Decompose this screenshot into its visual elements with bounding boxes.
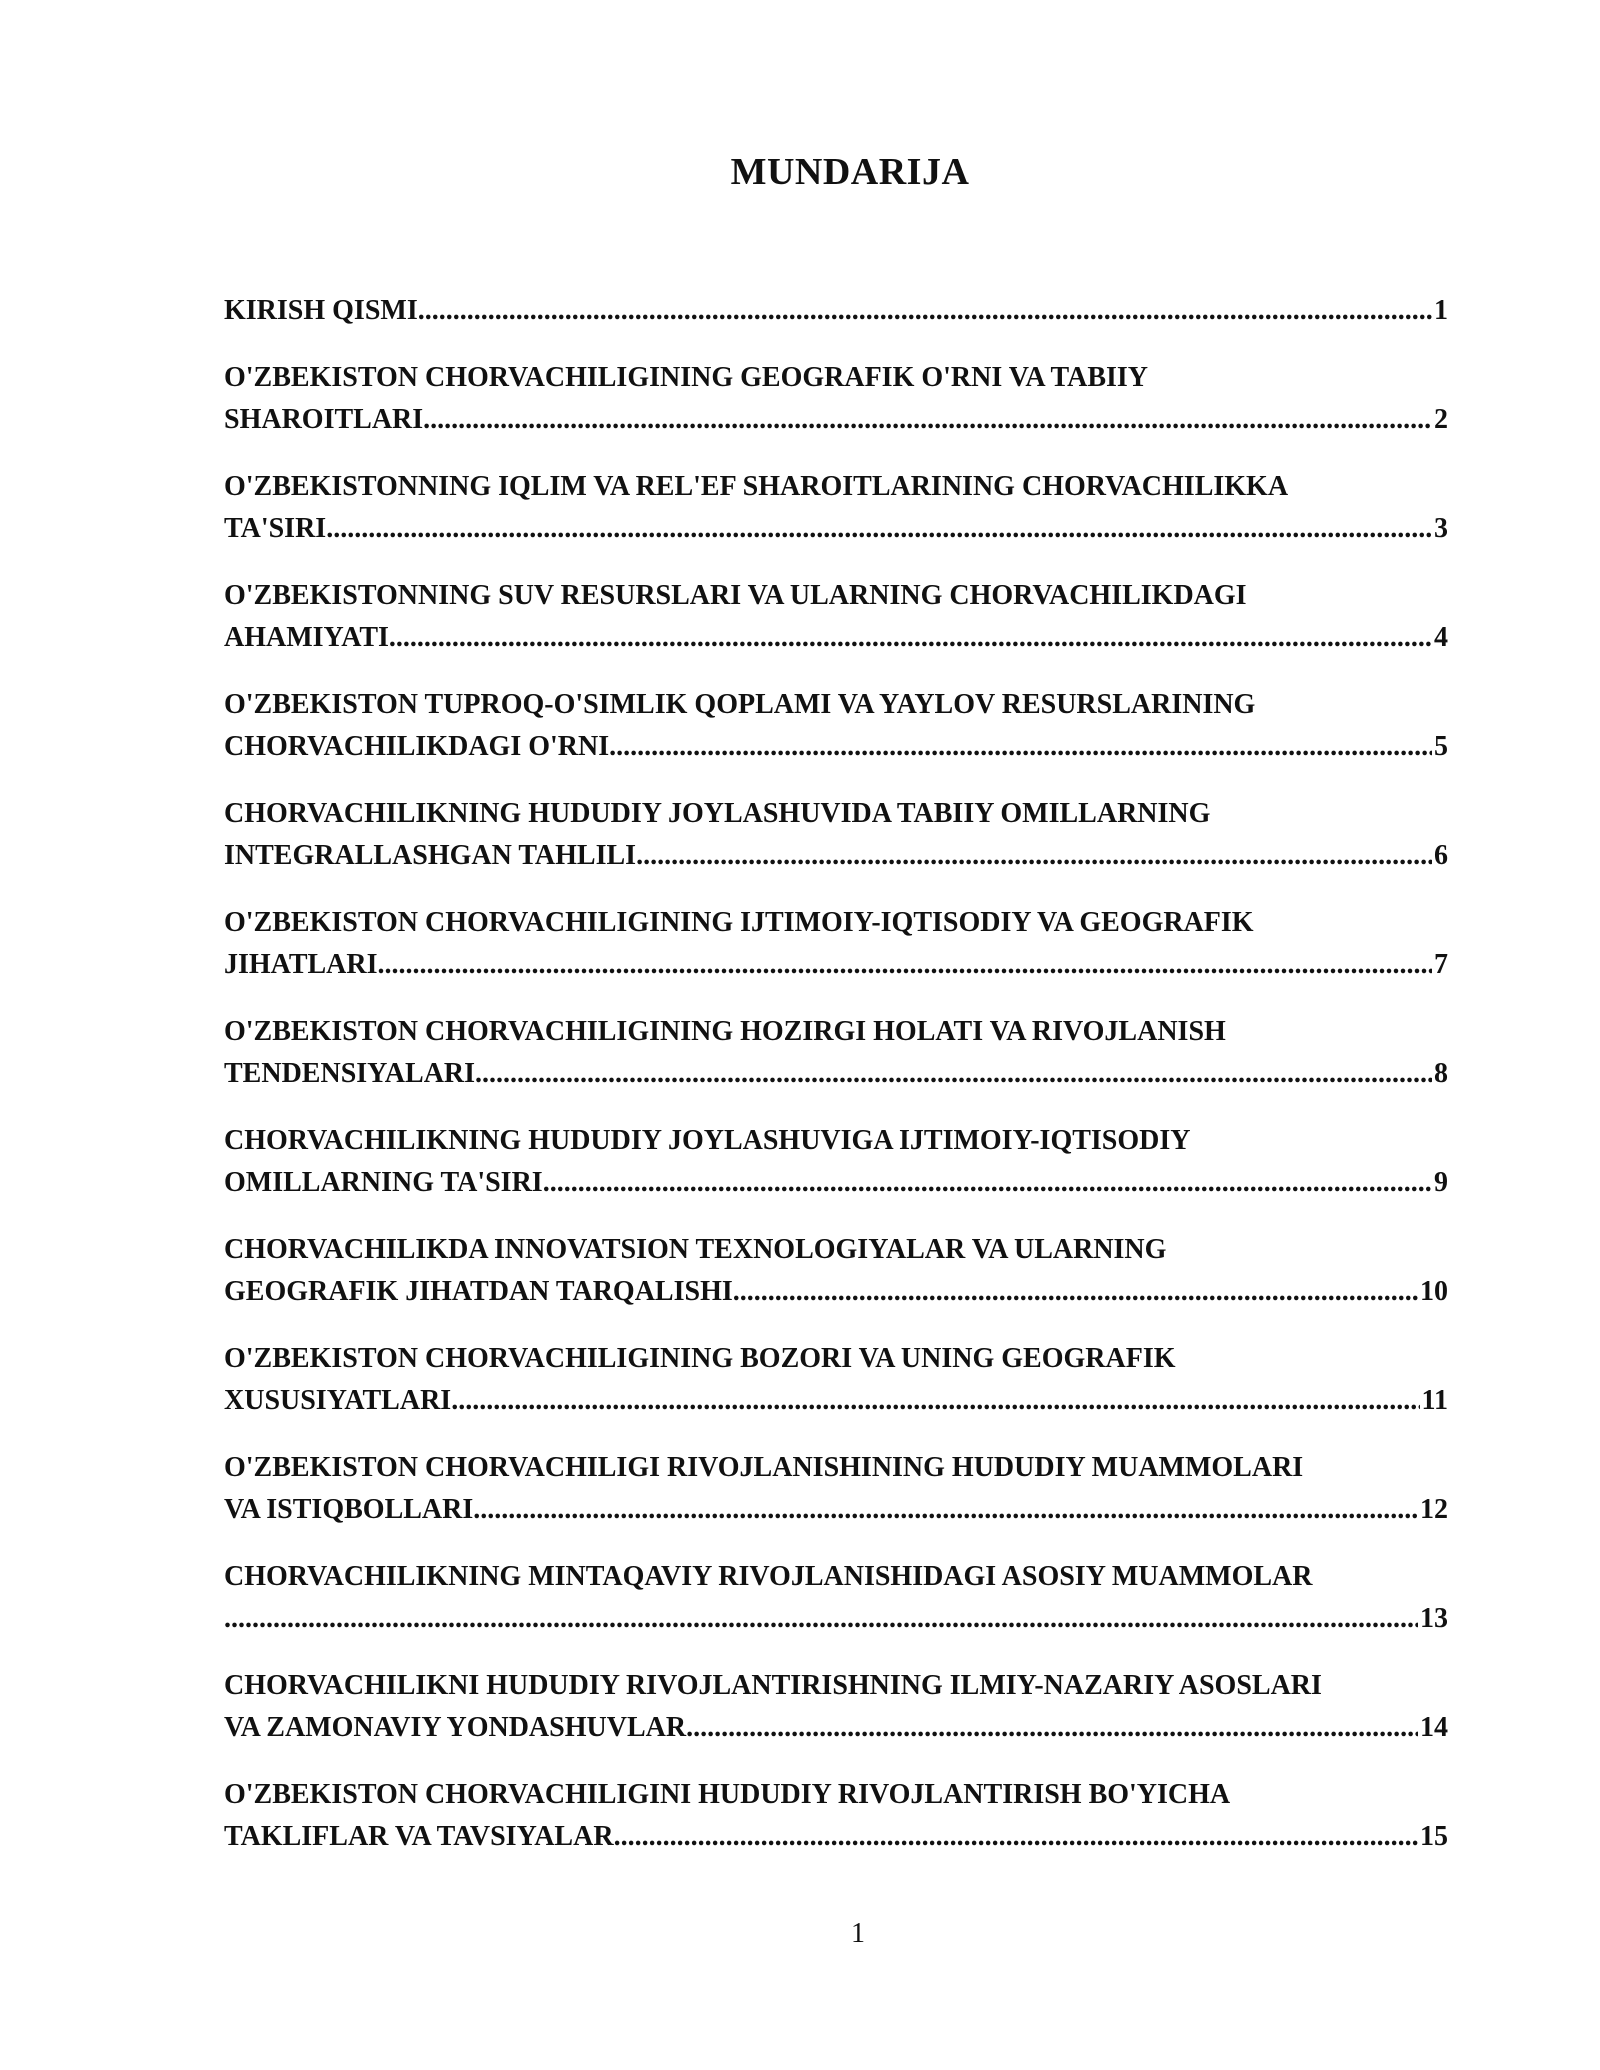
toc-entry[interactable] <box>224 357 1448 441</box>
toc-page-number: 10 <box>1420 1276 1448 1307</box>
dot-leader <box>389 617 1432 659</box>
toc-entry-leader-line <box>224 1489 1448 1531</box>
toc-entry-title-line: CHORVACHILIKNI HUDUDIY RIVOJLANTIRISHNING ILMIY-NAZARIY ASOSLARI <box>224 1670 1322 1701</box>
toc-entry-leader-line <box>224 1816 1448 1858</box>
toc-entry[interactable] <box>224 902 1448 986</box>
toc-entry[interactable] <box>224 466 1448 550</box>
toc-entry-title-end: GEOGRAFIK JIHATDAN TARQALISHI <box>224 1276 733 1307</box>
toc-page-number: 5 <box>1434 731 1448 762</box>
toc-entry-title-end: JIHATLARI <box>224 949 378 980</box>
toc-entry-leader-line <box>224 726 1448 768</box>
dot-leader <box>475 1053 1432 1095</box>
toc-page-number: 3 <box>1434 513 1448 544</box>
toc-entry-title-line: O'ZBEKISTON CHORVACHILIGINING IJTIMOIY-IQTISODIY VA GEOGRAFIK <box>224 907 1254 938</box>
table-of-contents <box>224 290 1448 1883</box>
toc-entry-leader-line <box>224 1380 1448 1422</box>
page-number: 1 <box>851 1918 865 1949</box>
toc-entry[interactable] <box>224 1120 1448 1204</box>
toc-entry-title-end: XUSUSIYATLARI <box>224 1385 452 1416</box>
toc-entry[interactable] <box>224 1665 1448 1749</box>
toc-entry-title-end: VA ISTIQBOLLARI <box>224 1494 474 1525</box>
toc-entry-title-line: O'ZBEKISTON CHORVACHILIGINING GEOGRAFIK O'RNI VA TABIIY <box>224 362 1149 393</box>
document-title: MUNDARIJA <box>730 151 970 193</box>
toc-entry[interactable] <box>224 1774 1448 1858</box>
toc-entry-title-end: TAKLIFLAR VA TAVSIYALAR <box>224 1821 614 1852</box>
toc-entry-title-line: O'ZBEKISTON CHORVACHILIGINI HUDUDIY RIVOJLANTIRISH BO'YICHA <box>224 1779 1231 1810</box>
toc-entry-leader-line <box>224 1053 1448 1095</box>
toc-entry-title-end: CHORVACHILIKDAGI O'RNI <box>224 731 610 762</box>
toc-entry-title-line: CHORVACHILIKNING HUDUDIY JOYLASHUVIDA TABIIY OMILLARNING <box>224 798 1211 829</box>
dot-leader <box>378 944 1432 986</box>
toc-entry[interactable] <box>224 1447 1448 1531</box>
toc-entry-title-end: TENDENSIYALARI <box>224 1058 476 1089</box>
dot-leader <box>609 726 1432 768</box>
toc-entry[interactable] <box>224 575 1448 659</box>
dot-leader <box>473 1489 1418 1531</box>
toc-entry-title-line: CHORVACHILIKNING HUDUDIY JOYLASHUVIGA IJTIMOIY-IQTISODIY <box>224 1125 1191 1156</box>
toc-entry[interactable] <box>224 793 1448 877</box>
toc-page-number: 7 <box>1434 949 1448 980</box>
toc-page-number: 6 <box>1434 840 1448 871</box>
toc-page-number: 9 <box>1434 1167 1448 1198</box>
dot-leader <box>418 290 1432 332</box>
toc-entry[interactable] <box>224 1556 1448 1640</box>
toc-entry-title-end: TA'SIRI <box>224 513 327 544</box>
toc-entry-leader-line <box>224 617 1448 659</box>
toc-entry-leader-line <box>224 1162 1448 1204</box>
toc-entry-leader-line <box>224 508 1448 550</box>
toc-entry-leader-line <box>224 1271 1448 1313</box>
toc-entry-title-line: O'ZBEKISTON TUPROQ-O'SIMLIK QOPLAMI VA YAYLOV RESURSLARINING <box>224 689 1256 720</box>
toc-page-number: 1 <box>1434 295 1448 326</box>
dot-leader <box>614 1816 1418 1858</box>
toc-page-number: 13 <box>1420 1603 1448 1634</box>
dot-leader <box>636 835 1432 877</box>
toc-page-number: 4 <box>1434 622 1448 653</box>
dot-leader <box>451 1380 1419 1422</box>
toc-entry-title-line: O'ZBEKISTON CHORVACHILIGI RIVOJLANISHINING HUDUDIY MUAMMOLARI <box>224 1452 1304 1483</box>
toc-entry-title-end: KIRISH QISMI <box>224 295 418 326</box>
toc-entry-title-line: CHORVACHILIKNING MINTAQAVIY RIVOJLANISHIDAGI ASOSIY MUAMMOLAR <box>224 1561 1313 1592</box>
toc-entry-title-end: OMILLARNING TA'SIRI <box>224 1167 543 1198</box>
toc-entry-title-line: O'ZBEKISTON CHORVACHILIGINING BOZORI VA UNING GEOGRAFIK <box>224 1343 1176 1374</box>
toc-entry-leader-line <box>224 399 1448 441</box>
dot-leader <box>326 508 1432 550</box>
toc-entry-leader-line <box>224 1598 1448 1640</box>
toc-entry-title-line: CHORVACHILIKDA INNOVATSION TEXNOLOGIYALAR VA ULARNING <box>224 1234 1167 1265</box>
toc-entry-title-line: O'ZBEKISTON CHORVACHILIGINING HOZIRGI HOLATI VA RIVOJLANISH <box>224 1016 1226 1047</box>
toc-entry[interactable] <box>224 684 1448 768</box>
toc-entry[interactable] <box>224 290 1448 332</box>
toc-entry-title-line: O'ZBEKISTONNING IQLIM VA REL'EF SHAROITLARINING CHORVACHILIKKA <box>224 471 1289 502</box>
toc-entry-leader-line <box>224 290 1448 332</box>
toc-page-number: 12 <box>1420 1494 1448 1525</box>
toc-entry[interactable] <box>224 1338 1448 1422</box>
toc-page-number: 15 <box>1420 1821 1448 1852</box>
toc-entry-title-end: INTEGRALLASHGAN TAHLILI <box>224 840 637 871</box>
toc-page-number: 8 <box>1434 1058 1448 1089</box>
dot-leader <box>686 1707 1418 1749</box>
toc-entry-title-end: VA ZAMONAVIY YONDASHUVLAR <box>224 1712 687 1743</box>
dot-leader <box>733 1271 1418 1313</box>
toc-entry-leader-line <box>224 1707 1448 1749</box>
dot-leader <box>423 399 1432 441</box>
toc-entry-leader-line <box>224 944 1448 986</box>
toc-entry-title-line: O'ZBEKISTONNING SUV RESURSLARI VA ULARNING CHORVACHILIKDAGI <box>224 580 1247 611</box>
toc-entry-leader-line <box>224 835 1448 877</box>
toc-page-number: 14 <box>1420 1712 1448 1743</box>
toc-entry[interactable] <box>224 1229 1448 1313</box>
dot-leader <box>543 1162 1432 1204</box>
toc-page-number: 2 <box>1434 404 1448 435</box>
toc-entry-title-end: AHAMIYATI <box>224 622 389 653</box>
toc-entry-title-end: SHAROITLARI <box>224 404 424 435</box>
dot-leader <box>224 1598 1418 1640</box>
toc-entry[interactable] <box>224 1011 1448 1095</box>
toc-page-number: 11 <box>1421 1385 1448 1416</box>
